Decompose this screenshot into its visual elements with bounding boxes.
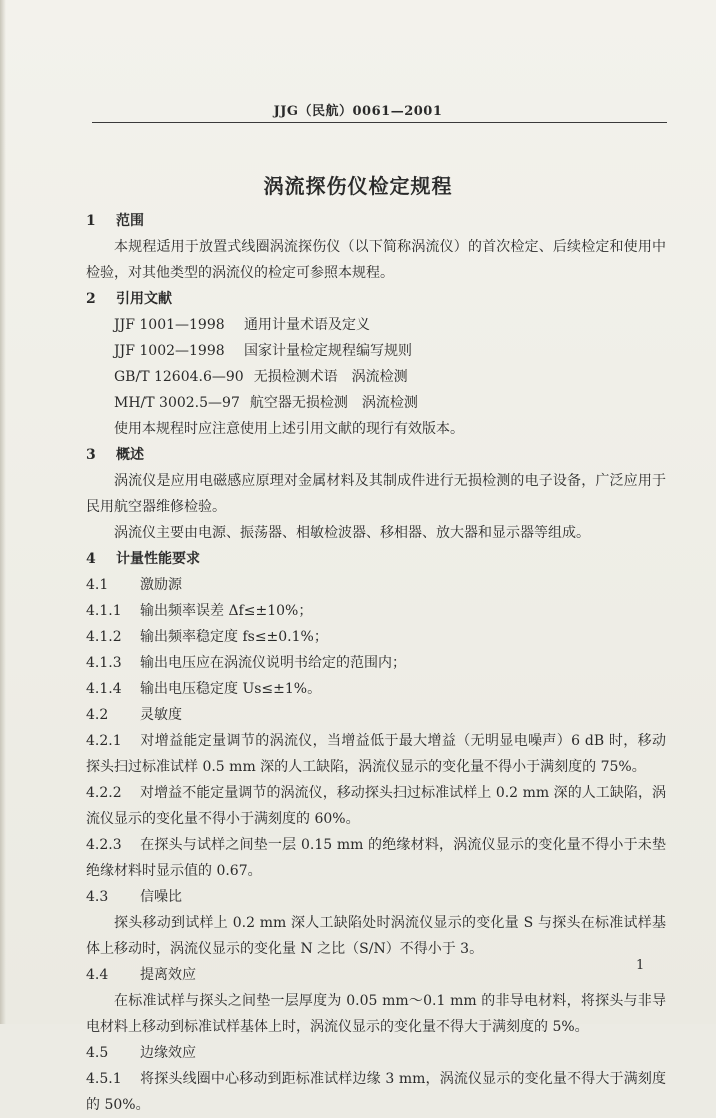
section-1-heading [86,208,666,234]
overview-paragraph-1: 涡流仪是应用电磁感应原理对金属材料及其制成件进行无损检测的电子设备，广泛应用于民用航空器维修检验。 [86,473,666,515]
clause-text: 对增益能定量调节的涡流仪，当增益低于最大增益（无明显电噪声）6 dB 时，移动探头扫过标准试样 0.5 mm 深的人工缺陷，涡流仪显示的变化量不得小于满刻度的 75%。 [86,733,666,775]
clause-4-4 [86,962,666,988]
reference-code: JJF 1001—1998 [114,317,225,333]
section-title: 引用文献 [116,291,172,307]
clause-text: 输出电压应在涡流仪说明书给定的范围内； [140,655,406,671]
header-rule [92,122,667,123]
clause-text: 在探头与试样之间垫一层 0.15 mm 的绝缘材料，涡流仪显示的变化量不得小于未垫绝缘材料时显示值的 0.67。 [86,837,666,879]
scope-paragraph: 本规程适用于放置式线圈涡流探伤仪（以下简称涡流仪）的首次检定、后续检定和使用中检验，对其他类型的涡流仪的检定可参照本规程。 [86,239,666,281]
clause-number: 4.2.1 [86,733,122,749]
clause-text: 输出频率误差 Δf≤±10%； [140,603,313,619]
clause-4-4-text: 在标准试样与探头之间垫一层厚度为 0.05 mm～0.1 mm 的非导电材料，将探头与非导电材料上移动到标准试样基体上时，涡流仪显示的变化量不得大于满刻度的 5%。 [86,993,666,1035]
section-title: 概述 [116,447,144,463]
clause-4-1-4 [86,676,666,702]
section-3-heading [86,442,666,468]
clause-4-1-3 [86,650,666,676]
clause-4-1-1 [86,598,666,624]
clause-text: 将探头线圈中心移动到距标准试样边缘 3 mm，涡流仪显示的变化量不得大于满刻度的 50%。 [86,1071,666,1113]
clause-text: 输出电压稳定度 Us≤±1%。 [140,681,322,697]
clause-4-3 [86,884,666,910]
clause-text: 输出频率稳定度 fs≤±0.1%； [140,629,328,645]
clause-text: 对增益不能定量调节的涡流仪，移动探头扫过标准试样上 0.2 mm 深的人工缺陷，涡流仪显示的变化量不得小于满刻度的 60%。 [86,785,666,827]
section-number: 3 [86,447,96,463]
reference-title: 通用计量术语及定义 [244,317,370,333]
reference-title: 无损检测术语 涡流检测 [253,369,408,385]
overview-paragraph-2: 涡流仪主要由电源、振荡器、相敏检波器、移相器、放大器和显示器等组成。 [114,525,590,541]
reference-code: MH/T 3002.5—97 [114,395,240,411]
clause-4-2 [86,702,666,728]
clause-label: 提离效应 [140,967,196,983]
reference-item [86,364,666,390]
clause-number: 4.1.4 [86,681,122,697]
reference-item [86,338,666,364]
section-2-heading [86,286,666,312]
reference-item [86,312,666,338]
clause-label: 信噪比 [140,889,182,905]
clause-label: 激励源 [140,577,182,593]
clause-4-2-3 [86,832,666,884]
clause-number: 4.1 [86,577,109,593]
clause-number: 4.1.1 [86,603,122,619]
clause-number: 4.4 [86,967,109,983]
clause-4-3-text: 探头移动到试样上 0.2 mm 深人工缺陷处时涡流仪显示的变化量 S 与探头在标准试样基体上移动时，涡流仪显示的变化量 N 之比（S/N）不得小于 3。 [86,915,666,957]
section-number: 4 [86,551,96,567]
document-title: 涡流探伤仪检定规程 [263,174,453,198]
reference-note: 使用本规程时应注意使用上述引用文献的现行有效版本。 [114,421,464,437]
clause-number: 4.3 [86,889,109,905]
page-number: 1 [636,958,645,973]
clause-label: 边缘效应 [140,1045,196,1061]
section-4-heading [86,546,666,572]
reference-title: 航空器无损检测 涡流检测 [249,395,418,411]
clause-number: 4.2.2 [86,785,122,801]
section-title: 范围 [116,213,144,229]
clause-number: 4.5.1 [86,1071,122,1087]
clause-4-1-2 [86,624,666,650]
section-number: 1 [86,213,96,229]
document-body [86,208,666,1118]
page-spine-shadow [0,0,6,1024]
reference-item [86,390,666,416]
clause-4-2-1 [86,728,666,780]
clause-number: 4.1.3 [86,655,122,671]
clause-number: 4.1.2 [86,629,122,645]
clause-number: 4.2.3 [86,837,122,853]
clause-4-5 [86,1040,666,1066]
clause-4-5-1 [86,1066,666,1118]
reference-code: JJF 1002—1998 [114,343,225,359]
clause-number: 4.5 [86,1045,109,1061]
clause-4-1 [86,572,666,598]
clause-label: 灵敏度 [140,707,182,723]
section-title: 计量性能要求 [116,551,200,567]
clause-number: 4.2 [86,707,109,723]
reference-title: 国家计量检定规程编写规则 [244,343,412,359]
section-number: 2 [86,291,96,307]
running-header: JJG（民航）0061—2001 [273,104,443,119]
clause-4-2-2 [86,780,666,832]
reference-code: GB/T 12604.6—90 [114,369,244,385]
